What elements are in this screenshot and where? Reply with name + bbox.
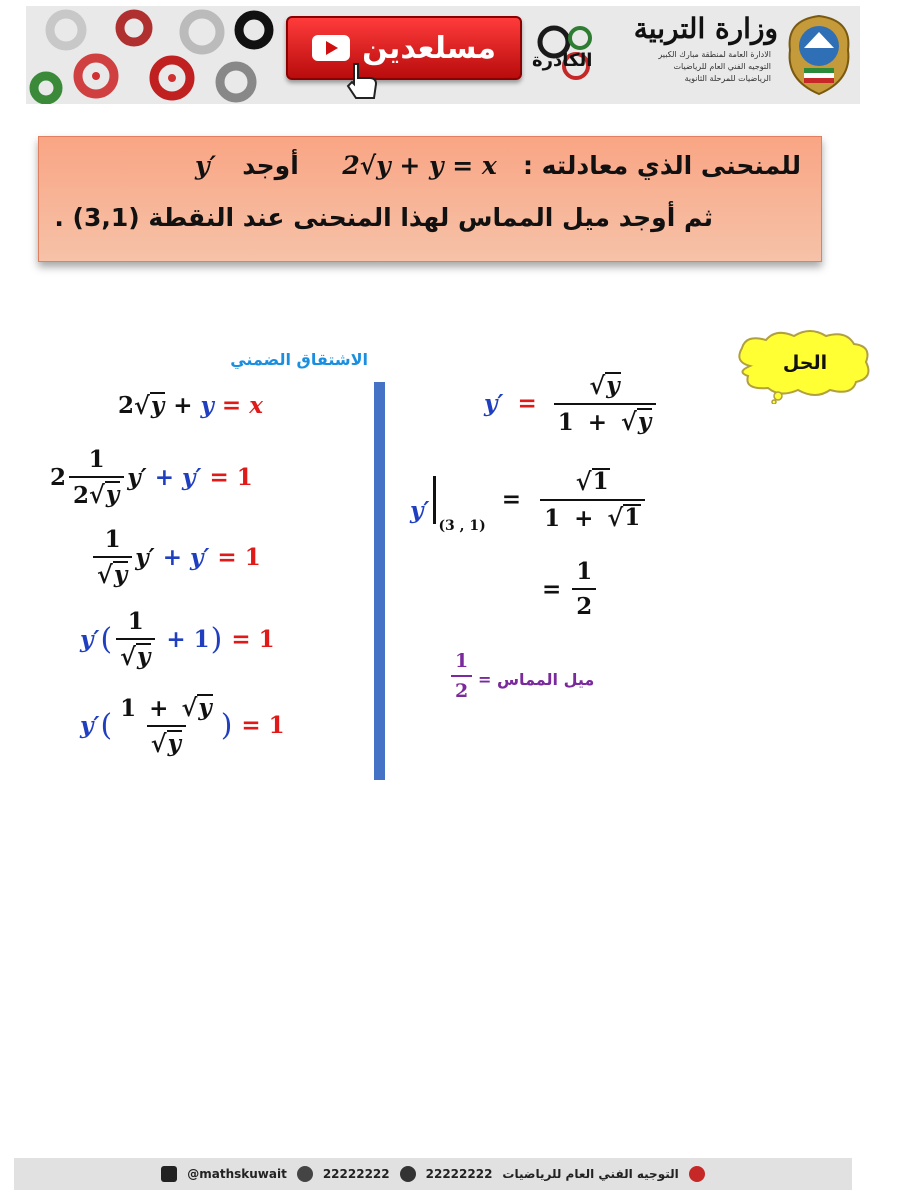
y-prime-term: y′ — [182, 463, 202, 491]
y-term: y — [200, 392, 214, 419]
y-prime: y′ — [80, 625, 100, 653]
question-equation: 2√y + y = x — [342, 151, 497, 180]
slope-fraction — [448, 650, 475, 702]
instagram-icon — [161, 1166, 177, 1182]
fraction-numerator: 1 — [576, 558, 593, 585]
fraction-denominator: 2 — [451, 675, 472, 702]
fraction — [572, 558, 596, 620]
eval-point: (3 , 1) — [438, 517, 486, 534]
fraction — [116, 694, 217, 758]
location-icon — [689, 1166, 705, 1182]
gears-decoration-icon — [26, 6, 276, 104]
fraction-denominator: 1 + √ 1 — [540, 499, 645, 532]
slope-label: ميل المماس = — [478, 670, 595, 689]
fax-icon — [400, 1166, 416, 1182]
sqrt-radicand: y — [136, 643, 151, 670]
fraction-numerator: √ 1 — [575, 466, 609, 496]
sqrt-radicand: y — [637, 407, 652, 435]
fraction-numerator: 1 + √ y — [120, 692, 212, 722]
fraction-denominator: 2 — [572, 588, 596, 620]
right-step-1 — [484, 372, 659, 436]
question-line-2: ثم أوجد ميل المماس لهذا المنحنى عند النقطة (3,1) . — [54, 203, 713, 232]
ministry-sub-line: الرياضيات للمرحلة الثانوية — [684, 74, 771, 83]
fraction — [451, 650, 472, 702]
equals-op: = — [231, 625, 251, 653]
sqrt-radicand: y — [113, 561, 128, 588]
y-prime: y′ — [80, 712, 100, 740]
pointer-hand-icon — [344, 62, 380, 102]
den-one: 1 — [557, 408, 574, 436]
fraction-denominator: 1 + √ y — [554, 403, 657, 436]
question-target: y′ — [194, 151, 217, 180]
open-paren: ( — [100, 708, 113, 744]
sqrt-radicand: 1 — [592, 468, 609, 495]
left-step-5 — [80, 694, 285, 758]
one-term: 1 — [193, 625, 210, 653]
fraction-numerator: √ y — [589, 370, 620, 400]
question-find: أوجد — [242, 151, 299, 180]
sqrt-radicand: y — [105, 481, 120, 508]
question-line-1 — [195, 151, 801, 180]
fraction-numerator: 1 — [127, 608, 144, 635]
kuwait-emblem-icon — [782, 10, 856, 98]
rhs-value: 1 — [268, 712, 285, 740]
phone-icon — [297, 1166, 313, 1182]
fraction — [93, 526, 132, 589]
plus-op: + — [162, 543, 182, 571]
plus-op: + — [166, 625, 186, 653]
fraction-denominator: √ y — [147, 725, 186, 758]
sqrt-radicand: y — [198, 694, 212, 721]
question-intro: للمنحنى الذي معادلته : — [522, 151, 801, 180]
coefficient: 2 — [50, 463, 67, 491]
fraction — [69, 446, 124, 509]
footer-item: 22222222 — [425, 1167, 493, 1181]
ministry-title: وزارة التربية — [633, 12, 778, 45]
equals-op: = — [517, 390, 537, 418]
equals-op: = — [217, 543, 237, 571]
left-step-4 — [80, 608, 275, 671]
youtube-channel-button[interactable] — [286, 16, 522, 80]
left-step-1 — [118, 392, 263, 419]
den-coefficient: 2 — [73, 481, 90, 509]
sqrt-radicand: 1 — [624, 503, 641, 531]
fraction — [540, 468, 645, 532]
plus-op: + — [574, 504, 594, 532]
ministry-sub-line: الادارة العامة لمنطقة مبارك الكبير — [658, 50, 771, 59]
left-step-2 — [50, 446, 253, 509]
y-prime: y′ — [127, 463, 147, 491]
den-one: 1 — [544, 504, 561, 532]
close-paren: ) — [210, 621, 223, 657]
open-paren: ( — [100, 621, 113, 657]
equals-op: = — [209, 463, 229, 491]
ministry-sub-line: التوجيه الفني العام للرياضيات — [673, 62, 771, 71]
footer-bar — [14, 1158, 852, 1190]
sqrt-y: √ y — [134, 391, 165, 421]
eval-bar-line — [433, 476, 436, 524]
fraction-denominator: 2 √ y — [69, 476, 124, 509]
solution-label: الحل — [782, 352, 828, 374]
right-step-2 — [410, 468, 648, 532]
numerator-one: 1 — [120, 694, 137, 722]
fraction — [116, 608, 155, 671]
footer-item: 22222222 — [322, 1167, 390, 1181]
implicit-differentiation-title: الاشتقاق الضمني — [230, 350, 368, 369]
y-prime: y′ — [484, 390, 504, 418]
vertical-divider — [374, 382, 385, 780]
plus-op: + — [149, 694, 169, 722]
equals-op: = — [241, 712, 261, 740]
fraction-numerator: 1 — [104, 526, 121, 553]
footer-item: @mathskuwait — [187, 1167, 287, 1181]
fraction-denominator: √ y — [93, 556, 132, 589]
rhs-value: 1 — [244, 543, 261, 571]
sqrt-radicand: y — [606, 372, 620, 399]
y-prime: y′ — [135, 543, 155, 571]
fraction-numerator: 1 — [88, 446, 105, 473]
equals-op: = — [542, 575, 562, 603]
rhs-x: x — [249, 392, 263, 419]
footer-item: التوجيه الفني العام للرياضيات — [502, 1167, 679, 1181]
plus-op: + — [173, 392, 193, 419]
evaluation-bar — [410, 476, 486, 534]
close-paren: ) — [220, 708, 233, 744]
kadra-logo-text: الكادرة — [532, 50, 593, 71]
plus-op: + — [587, 408, 608, 436]
header-banner — [26, 6, 860, 104]
fraction — [554, 372, 657, 436]
fraction-numerator: 1 — [455, 650, 469, 672]
equals-op: = — [221, 392, 242, 419]
sqrt-radicand: y — [150, 392, 165, 420]
plus-op: + — [154, 463, 174, 491]
rhs-value: 1 — [236, 463, 253, 491]
coefficient: 2 — [118, 392, 135, 419]
left-step-3 — [90, 526, 261, 589]
fraction-denominator: √ y — [116, 638, 155, 671]
y-prime-term: y′ — [189, 543, 210, 571]
y-prime: y′ — [410, 496, 430, 524]
right-step-3 — [534, 558, 599, 620]
channel-name: مسلعدين — [362, 30, 496, 66]
rhs-value: 1 — [258, 625, 275, 653]
question-card — [38, 136, 822, 262]
equals-op: = — [501, 486, 522, 514]
sqrt-radicand: y — [167, 729, 182, 757]
youtube-play-icon — [312, 35, 350, 61]
